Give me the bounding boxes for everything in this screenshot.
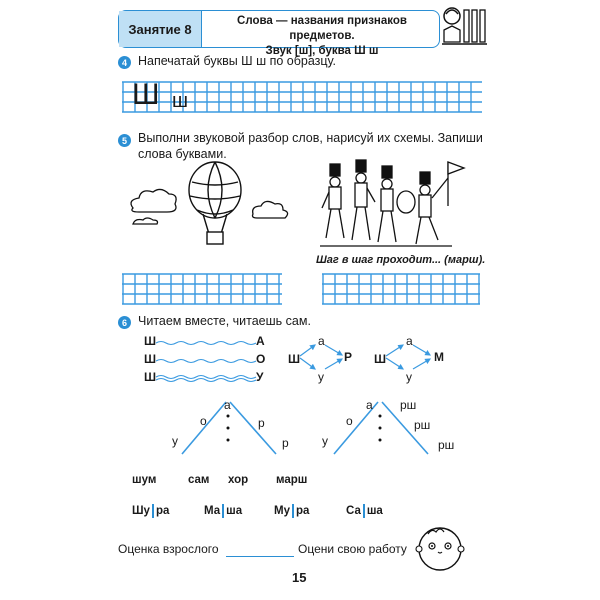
tree-2-top: а xyxy=(366,398,373,412)
tree-1-label-4: р xyxy=(282,436,289,450)
self-grade-label: Оцени свою работу xyxy=(298,542,407,556)
split-word-3-right: ра xyxy=(295,505,310,518)
wave-row-1-end: А xyxy=(256,334,265,348)
tree-1-top: а xyxy=(224,398,231,412)
sample-letter-lower: ш xyxy=(172,90,189,112)
diamond-1-arrows xyxy=(298,340,348,372)
wave-lines xyxy=(156,336,256,388)
tree-2-label-2: у xyxy=(322,434,328,448)
diamond-1-top: а xyxy=(318,334,325,348)
tree-1-label-2: у xyxy=(172,434,178,448)
split-word-4-right: ша xyxy=(366,505,383,518)
tree-2-top-right: рш xyxy=(400,398,417,412)
page-number: 15 xyxy=(292,570,307,585)
marching-soldiers-illustration xyxy=(320,158,470,250)
riddle-caption: Шаг в шаг проходит... (марш). xyxy=(316,254,486,266)
diamond-2-top: а xyxy=(406,334,413,348)
diamond-2-arrows xyxy=(384,340,436,372)
task-6-number: 6 xyxy=(118,316,131,329)
smiley-face-icon[interactable] xyxy=(414,522,466,574)
wave-row-2-start: Ш xyxy=(144,352,157,366)
diamond-2-bottom: у xyxy=(406,370,412,384)
wave-row-2-end: О xyxy=(256,352,266,366)
writing-grid-task5-right xyxy=(322,272,480,306)
task-4-text: Напечатай буквы Ш ш по образцу. xyxy=(138,54,337,68)
split-word-4 xyxy=(346,504,383,518)
task-5-line-2: слова буквами. xyxy=(138,147,227,161)
sample-letter-upper: Ш xyxy=(132,78,160,111)
word-1: шум xyxy=(132,474,157,486)
wave-row-1-start: Ш xyxy=(144,334,157,348)
tree-2-label-4: рш xyxy=(438,438,455,452)
task-5-line-1: Выполни звуковой разбор слов, нарисуй их схемы. Запиши xyxy=(138,131,483,145)
wave-row-3-end: У xyxy=(256,370,264,384)
split-word-2 xyxy=(204,504,242,518)
word-2: сам xyxy=(188,474,210,486)
diamond-1-left: Ш xyxy=(288,352,301,366)
topic-line-2: Звук [ш], буква Ш ш xyxy=(265,45,379,57)
split-word-2-right: ша xyxy=(226,505,243,518)
writing-grid-task5-left xyxy=(122,272,282,306)
lesson-number: Занятие 8 xyxy=(119,11,202,47)
split-word-3 xyxy=(274,504,309,518)
adult-grade-line[interactable] xyxy=(226,556,294,557)
diamond-2-left: Ш xyxy=(374,352,387,366)
lesson-header xyxy=(118,10,440,57)
word-3: хор xyxy=(228,474,249,486)
tree-2-label-1: о xyxy=(346,414,353,428)
columns-illustration-icon xyxy=(440,4,488,48)
adult-grade-label: Оценка взрослого xyxy=(118,542,219,556)
task-4-number: 4 xyxy=(118,56,131,69)
split-word-4-left: Са xyxy=(346,505,361,518)
tree-1-label-3: р xyxy=(258,416,265,430)
split-word-3-left: Му xyxy=(274,505,290,518)
task-6-text: Читаем вместе, читаешь сам. xyxy=(138,314,311,328)
hot-air-balloon-illustration xyxy=(125,160,295,250)
diamond-1-right: Р xyxy=(344,350,353,364)
word-4: марш xyxy=(276,474,308,486)
tree-1-label-1: о xyxy=(200,414,207,428)
split-word-2-left: Ма xyxy=(204,505,221,518)
tree-2-label-3: рш xyxy=(414,418,431,432)
task-5-number: 5 xyxy=(118,134,131,147)
diamond-2-right: М xyxy=(434,350,444,364)
split-word-1-right: ра xyxy=(155,505,170,518)
wave-row-3-start: Ш xyxy=(144,370,157,384)
split-word-1 xyxy=(132,504,169,518)
diamond-1-bottom: у xyxy=(318,370,324,384)
topic-line-1: Слова — названия признаков предметов. xyxy=(237,15,407,42)
split-word-1-left: Шу xyxy=(132,505,150,518)
